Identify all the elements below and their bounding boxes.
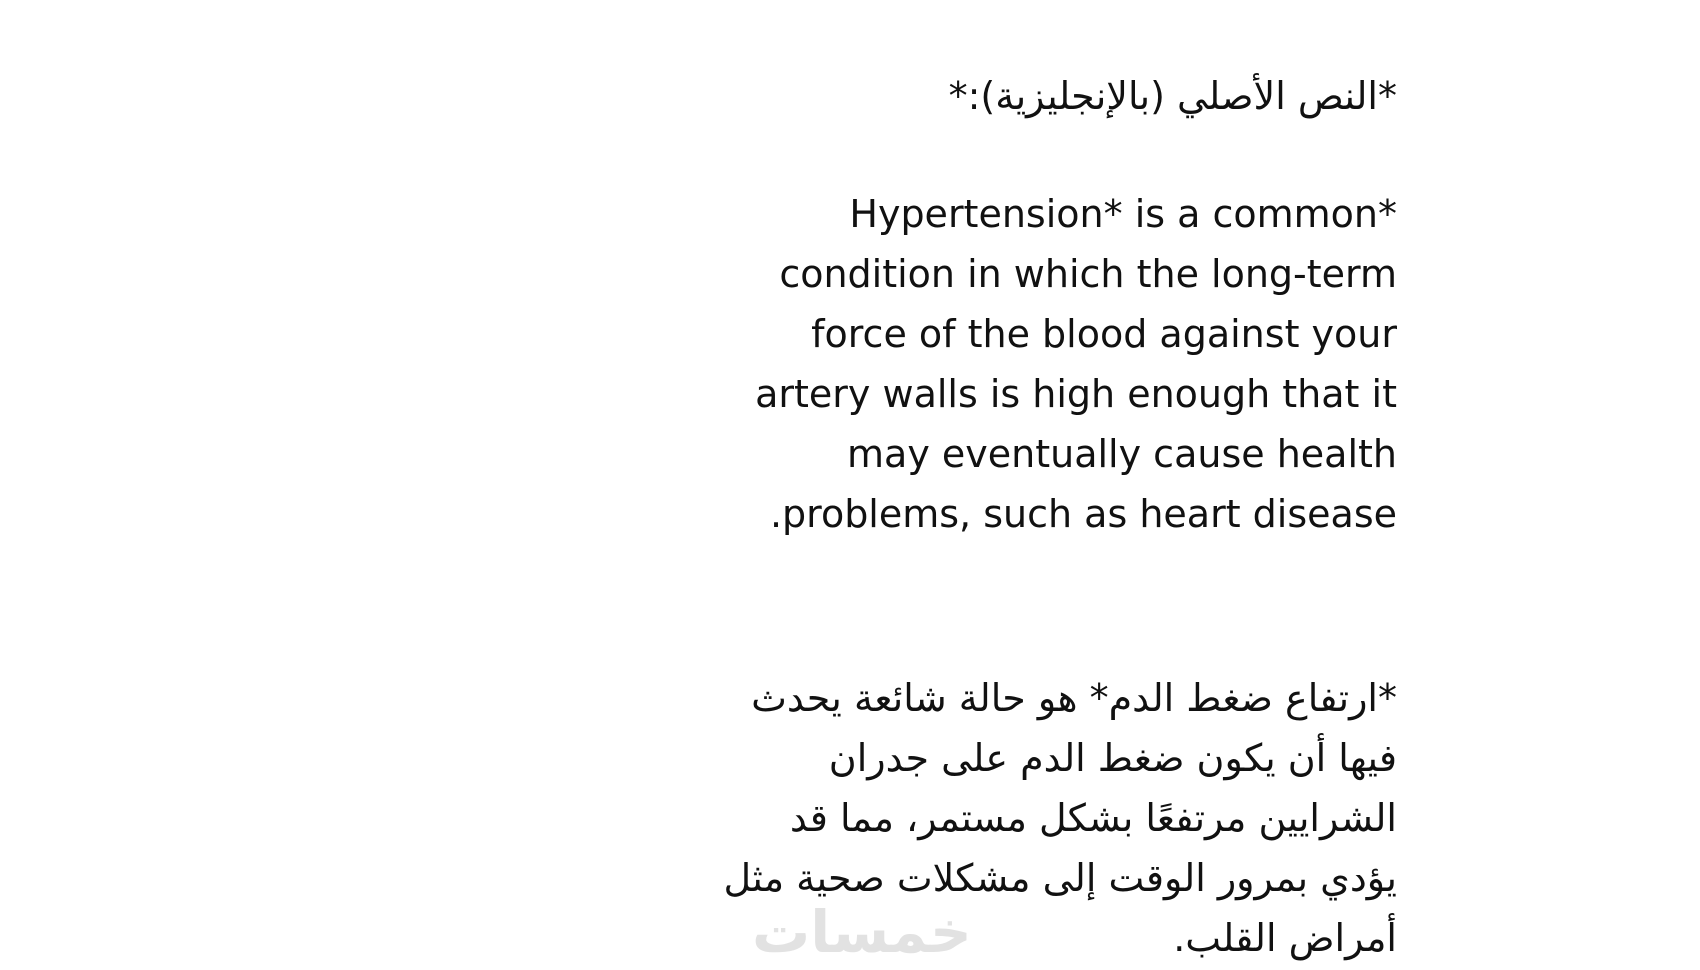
arabic-line: فيها أن يكون ضغط الدم على جدران xyxy=(828,736,1397,780)
english-paragraph xyxy=(677,184,1397,544)
english-line: artery walls is high enough that it xyxy=(755,372,1397,416)
arabic-line: *ارتفاع ضغط الدم* هو حالة شائعة يحدث xyxy=(751,676,1397,720)
arabic-line: أمراض القلب. xyxy=(1173,916,1397,960)
heading-text: *النص الأصلي (بالإنجليزية):* xyxy=(948,74,1397,118)
english-line: condition in which the long-term xyxy=(779,252,1397,296)
english-line: problems, such as heart disease. xyxy=(769,492,1397,536)
watermark-logo: خمسات xyxy=(752,898,972,966)
arabic-line: الشرايين مرتفعًا بشكل مستمر، مما قد xyxy=(789,796,1397,840)
english-line: *Hypertension* is a common xyxy=(849,192,1397,236)
english-line: force of the blood against your xyxy=(811,312,1397,356)
english-line: may eventually cause health xyxy=(847,432,1397,476)
arabic-line: يؤدي بمرور الوقت إلى مشكلات صحية مثل xyxy=(723,856,1397,900)
section-heading xyxy=(949,66,1397,126)
